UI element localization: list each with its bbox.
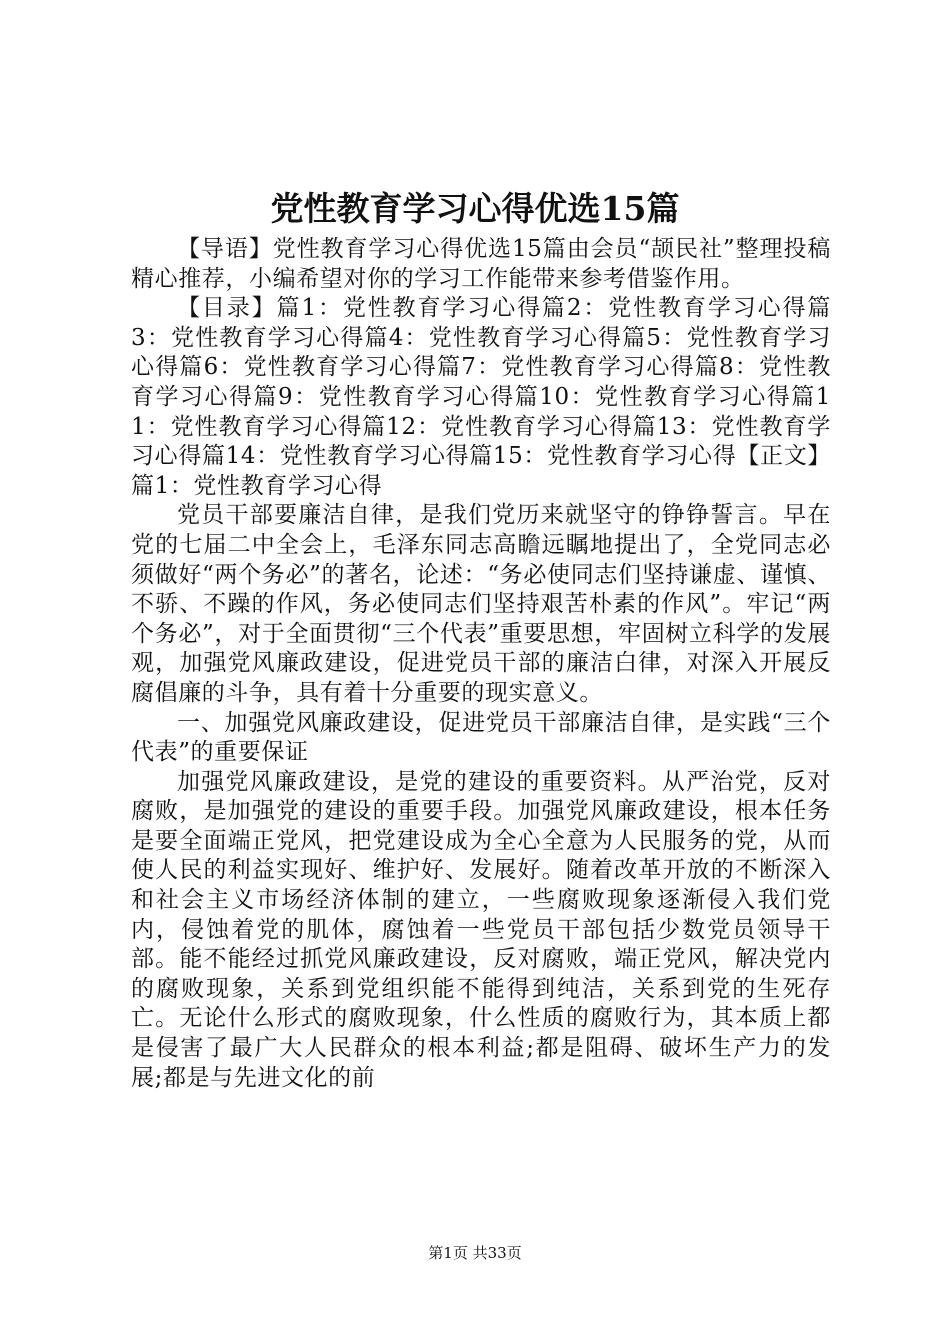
- paragraph-intro: 【导语】党性教育学习心得优选15篇由会员“颉民社”整理投稿精心推荐，小编希望对你的学习工作能带来参考借鉴作用。: [131, 236, 831, 292]
- document-body: [131, 235, 831, 1093]
- page-footer: 第1页 共33页: [428, 1244, 522, 1262]
- paragraph-toc: 【目录】篇1：党性教育学习心得篇2：党性教育学习心得篇3：党性教育学习心得篇4：党性教育学习心得篇5：党性教育学习心得篇6：党性教育学习心得篇7：党性教育学习心得篇8：党性教育学习心得篇9：党性教育学习心得篇10：党性教育学习心得篇11：党性教育学习心得篇12：党性教育学习心得篇13：党性教育学习心得篇14：党性教育学习心得篇15：党性教育学习心得【正文】篇1：党性教育学习心得: [131, 295, 831, 499]
- section-heading-1: 一、加强党风廉政建设，促进党员干部廉洁自律，是实践“三个代表”的重要保证: [131, 709, 831, 766]
- paragraph-main-1: 党员干部要廉洁自律，是我们党历来就坚守的铮铮誓言。早在党的七届二中全会上，毛泽东同志高瞻远瞩地提出了，全党同志必须做好“两个务必”的著名，论述：“务必使同志们坚持谦虚、谨慎、不骄、不躁的作风，务必使同志们坚持艰苦朴素的作风”。牢记“两个务必”，对于全面贯彻“三个代表”重要思想，牢固树立科学的发展观，加强党风廉政建设，促进党员干部的廉洁白律，对深入开展反腐倡廉的斗争，具有着十分重要的现实意义。: [131, 502, 831, 706]
- paragraph-main-2: 加强党风廉政建设，是党的建设的重要资料。从严治党，反对腐败，是加强党的建设的重要手段。加强党风廉政建设，根本任务是要全面端正党风，把党建设成为全心全意为人民服务的党，从而使人民的利益实现好、维护好、发展好。随着改革开放的不断深入和社会主义市场经济体制的建立，一些腐败现象逐渐侵入我们党内，侵蚀着党的肌体，腐蚀着一些党员干部包括少数党员领导干部。能不能经过抓党风廉政建设，反对腐败，端正党风，解决党内的腐败现象，关系到党组织能不能得到纯洁，关系到党的生死存亡。无论什么形式的腐败现象，什么性质的腐败行为，其本质上都是侵害了最广大人民群众的根本利益;都是阻碍、破坏生产力的发展;都是与先进文化的前: [131, 768, 831, 1091]
- document-title: 党性教育学习心得优选15篇: [270, 189, 680, 228]
